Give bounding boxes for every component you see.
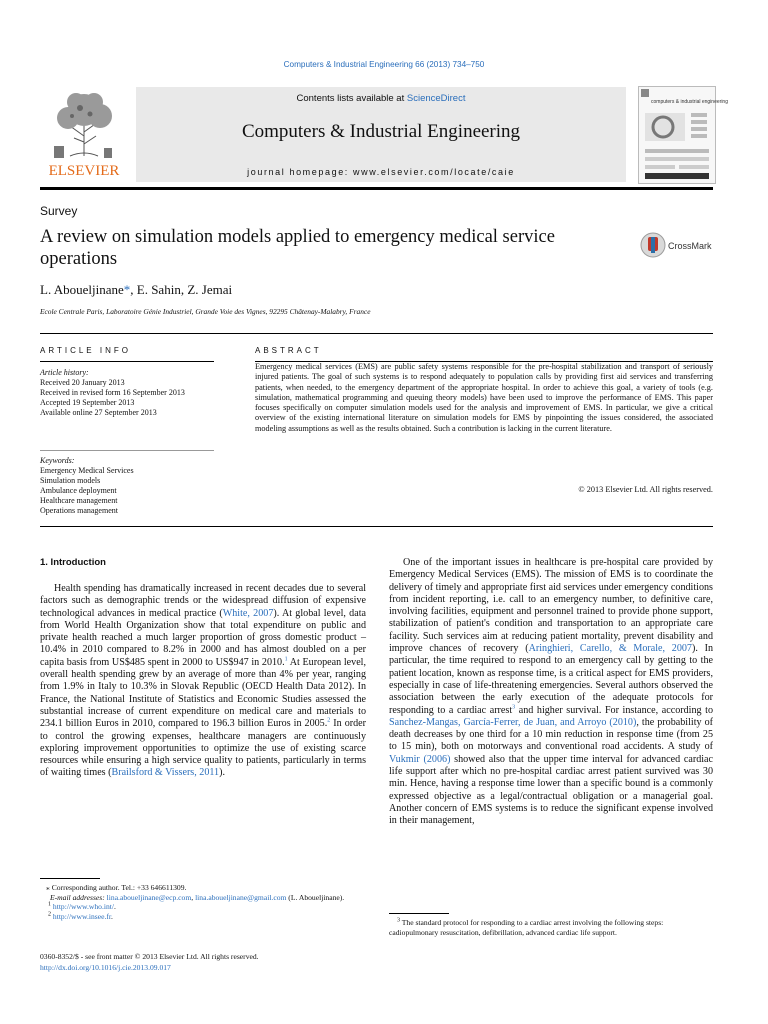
elsevier-logo (40, 86, 128, 178)
email-link[interactable]: lina.aboueljinane@ecp.com (106, 892, 192, 902)
citation-link[interactable]: Sanchez-Mangas, García-Ferrer, de Juan, and Arroyo (2010) (389, 716, 637, 728)
journal-homepage[interactable]: journal homepage: www.elsevier.com/locate/caie (247, 167, 515, 177)
citation-link[interactable]: Vukmir (2006) (389, 753, 451, 765)
history-revised: Received in revised form 16 September 2013 (40, 388, 185, 397)
keywords-label: Keywords: (40, 456, 75, 465)
intro-paragraph: Health spending has dramatically increased in recent decades due to several factors such as demographic trends or the widespread diffusion of expensive technological advances in medical practice (White, 2007). At global level, data from World Health Organization show that total expenditure on public and private health reached a much larger proportion of gross domestic product – 10.4% in 2010 compared to 8.2% in 2000 and has almost doubled on a per capita basis from US$485 spent in 2000 to US$947 in 2010.$^1$ At European level, overall health spending grew by an average of more than 4% per year, ranging from 1.9% in Italy to 10.3% in Slovak Republic (OECD Health Data 2012). In France, the National Institute of Statistics and Economic Studies assessed the substantial increase of current expenditure on medical care and materials to 234.1 billion Euros in 2010, compared to 196.3 billion Euros in 2005.$^2$ In order to control the growing expenses, healthcare managers are continuously exploring improvement opportunities to optimize the use of existing scarce resources while ensuring a high service quality to patients, particularly in terms of waiting times (Brailsford & Vissers, 2011). (40, 583, 367, 779)
email-note: E-mail addresses: lina.aboueljinane@ecp.com, lina.aboueljinane@gmail.com (L. Aboueljinane). (50, 892, 345, 902)
abstract-heading: ABSTRACT (255, 346, 322, 355)
footnote-ref[interactable]: 1 (284, 656, 288, 663)
footnotes-left (40, 883, 366, 921)
keyword-item: Healthcare management (40, 496, 118, 505)
article-type: Survey (40, 204, 78, 218)
email-link[interactable]: lina.aboueljinane@gmail.com (195, 892, 287, 902)
affiliation: Ecole Centrale Paris, Laboratoire Génie Industriel, Grande Voie des Vignes, 92295 Châtenay-Malabry, France (40, 307, 371, 316)
section-heading: 1. Introduction (40, 557, 106, 568)
keyword-item: Simulation models (40, 476, 101, 485)
insee-link[interactable]: http://www.insee.fr (52, 911, 112, 921)
cover-title: computers & industrial engineering (651, 99, 728, 105)
crossmark-icon (640, 230, 720, 260)
keyword-item: Ambulance deployment (40, 486, 117, 495)
header-rule (40, 187, 713, 190)
footnote-ref[interactable]: 3 (512, 704, 516, 711)
footnote-2: $^2$ http://www.insee.fr. (48, 911, 113, 921)
abstract-text: Emergency medical services (EMS) are public safety systems responsible for the pre-hospital stabilization and transport of seriously injured patients. The goal of such systems is to respond adequately to population calls by providing first aid services and transferring patients, when needed, to the emergency department of the appropriate hospital. In order to achieve this goal, a variety of tools (e.g. simulation, mathematical programming and queuing theory models) have been used to improve the performance of EMS. This paper focuses specifically on computer simulation models used for the analysis and improvement of EMS. In particular, we give a critical overview of the existing international literature on simulation models for EMS by pinpointing the issues considered, the associated modeling assumptions as well as the results obtained. Such a contribution is lacking in the current literature. (255, 362, 713, 433)
history-received: Received 20 January 2013 (40, 378, 125, 387)
divider (40, 526, 713, 527)
intro-right-column (389, 557, 713, 828)
divider (40, 361, 214, 362)
cover-graphic (639, 87, 728, 183)
sciencedirect-link[interactable]: ScienceDirect (406, 93, 466, 104)
article-title: A review on simulation models applied to emergency medical service operations (40, 227, 555, 269)
citation-link[interactable]: Brailsford & Vissers, 2011 (111, 767, 220, 779)
history-accepted: Accepted 19 September 2013 (40, 398, 135, 407)
doi-anchor[interactable]: http://dx.doi.org/10.1016/j.cie.2013.09.017 (40, 963, 171, 972)
intro-left-column (40, 583, 366, 780)
crossmark-badge[interactable] (640, 230, 720, 260)
footnote-rule (389, 913, 449, 914)
article-history (40, 368, 214, 418)
issn-line: 0360-8352/$ - see front matter © 2013 Elsevier Ltd. All rights reserved. (40, 952, 259, 961)
footnote-1: $^1$ http://www.who.int/. (48, 901, 116, 912)
journal-cover-thumbnail (638, 86, 728, 184)
divider (40, 450, 214, 451)
divider (40, 333, 713, 334)
keywords (40, 456, 214, 516)
abstract-copyright: © 2013 Elsevier Ltd. All rights reserved. (578, 485, 713, 494)
journal-citation[interactable]: Computers & Industrial Engineering 66 (2013) 734–750 (283, 60, 485, 69)
keyword-item: Operations management (40, 506, 118, 515)
citation-link[interactable]: Aringhieri, Carello, & Morale, 2007 (528, 643, 692, 655)
corresponding-author-note: ⁎ Corresponding author. Tel.: +33 646611309. (46, 883, 187, 892)
doi-link[interactable] (40, 963, 171, 973)
history-online: Available online 27 September 2013 (40, 408, 157, 417)
footnote-3: $^3$ The standard protocol for responding to a cardiac arrest involving the following steps: cadiopulmonary resuscitation, defibrillation, advanced cardiac life support. (389, 917, 664, 937)
intro-paragraph: One of the important issues in healthcare is pre-hospital care provided by Emergency Medical Services (EMS). The mission of EMS is to coordinate the delivery of timely and appropriate first aid services under emergency conditions from incident reporting, i.e. call to an emergency number, to definitive care, involving facilities, equipment and personnel trained to provide phone support, stabilization of patient's condition and transportation to an appropriate care facility. Such services aim at reducing patient mortality, prevent disability and improve chances of recovery (Aringhieri, Carello, & Morale, 2007). In particular, the time required to respond to an emergency call by getting to the patient location, known as response time, is a critical aspect for EMS providers, especially in case of life-threatening emergencies. Several authors observed the association between the early execution of the adequate protocols for responding to a cardiac arrest$^3$ and higher survival. For instance, according to Sanchez-Mangas, García-Ferrer, de Juan, and Arroyo (2010), the probability of death decreases by one third for a 10 min reduction in response time (from 25 to 15 min), both on motorways and conventional road accidents. A study of Vukmir (2006) showed also that the upper time interval for advanced cardiac life support after which no pre-hospital cardiac arrest patient survived was 30 min. Hence, having a response time lower than a specific bound is a commonly expressed objective as a legal/contractual obligation or a managerial goal. Another concern of EMS systems is to reduce the significant expense involved in their management, (389, 557, 714, 827)
author-list: L. Aboueljinane*, E. Sahin, Z. Jemai (40, 282, 233, 297)
crossmark-label: CrossMark (668, 241, 712, 251)
citation-link[interactable]: White, 2007 (222, 607, 274, 619)
corresponding-author-mark[interactable]: * (123, 282, 131, 297)
journal-title: Computers & Industrial Engineering (241, 121, 521, 142)
keyword-item: Emergency Medical Services (40, 466, 134, 475)
footnote-rule (40, 878, 100, 879)
history-label: Article history: (40, 368, 89, 377)
publisher-name: ELSEVIER (48, 163, 120, 179)
footnote-ref[interactable]: 2 (327, 717, 331, 724)
contents-line: Contents lists available at ScienceDirect (296, 93, 466, 104)
article-info-heading: ARTICLE INFO (40, 346, 131, 355)
who-link[interactable]: http://www.who.int/ (52, 902, 115, 912)
journal-banner (136, 87, 626, 182)
